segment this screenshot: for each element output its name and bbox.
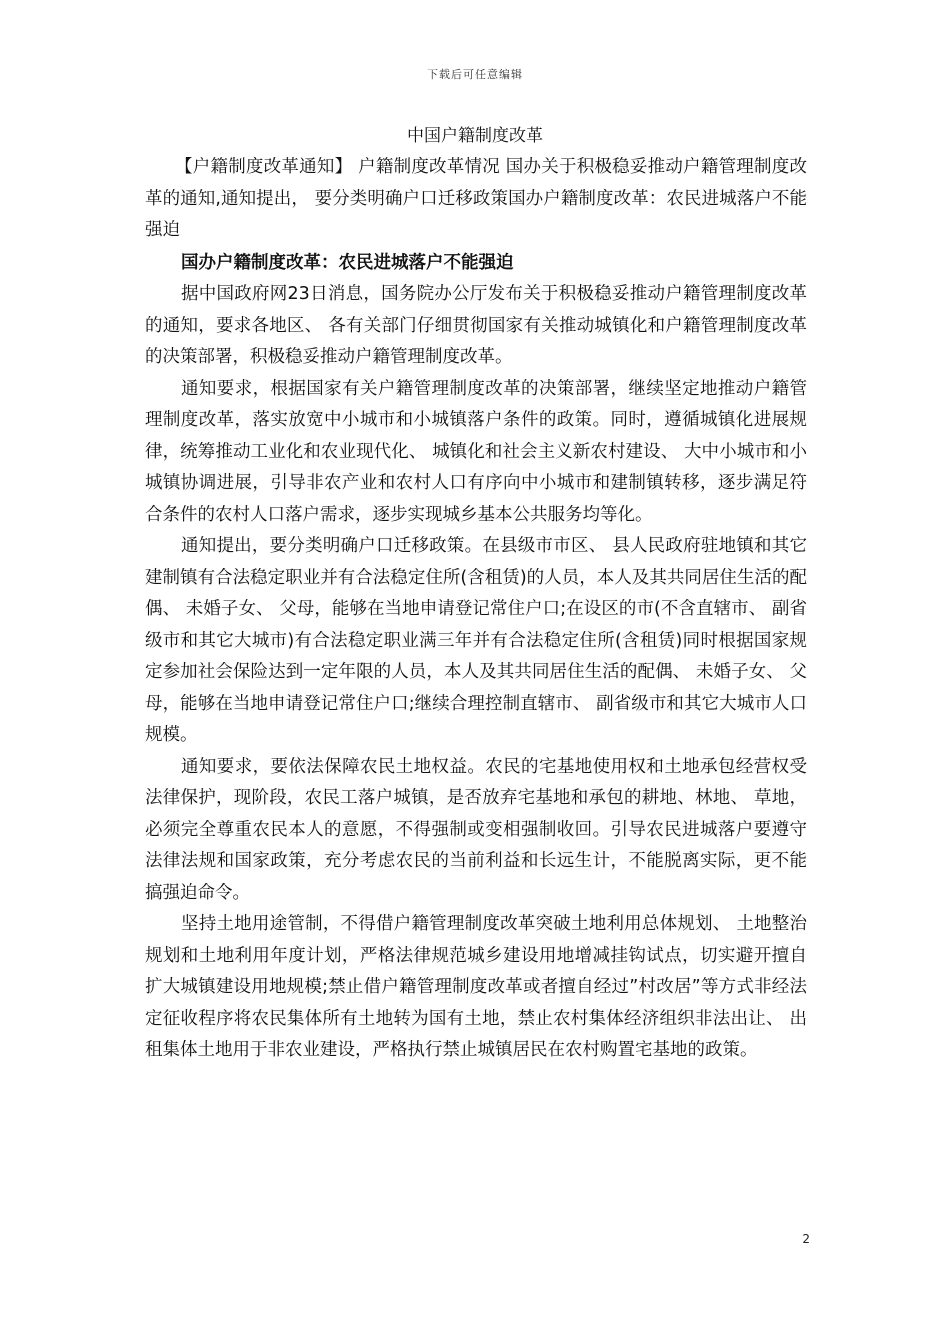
body-paragraph-4: 通知要求，要依法保障农民土地权益。农民的宅基地使用权和土地承包经营权受法律保护，现阶段，农民工落户城镇，是否放弃宅基地和承包的耕地、林地、 草地，必须完全尊重农民本人的意愿，不得强制或变相强制收回。引导农民进城落户要遵守法律法规和国家政策，充分考虑农民的当前利益和长远生计，不能脱离实际，更不能搞强迫命令。 (145, 756, 807, 903)
document-body (145, 152, 807, 1067)
body-paragraph-5: 坚持土地用途管制，不得借户籍管理制度改革突破土地利用总体规划、 土地整治规划和土地利用年度计划，严格法律规范城乡建设用地增减挂钩试点，切实避开擅自扩大城镇建设用地规模;禁止借户籍管理制度改革或者擅自经过”村改居”等方式非经法定征收程序将农民集体所有土地转为国有土地，禁止农村集体经济组织非法出让、 出租集体土地用于非农业建设，严格执行禁止城镇居民在农村购置宅基地的政策。 (145, 914, 807, 1060)
section-subheading: 国办户籍制度改革：农民进城落户不能强迫 (181, 252, 514, 273)
intro-paragraph: 【户籍制度改革通知】 户籍制度改革情况 国办关于积极稳妥推动户籍管理制度改革的通知,通知提出， 要分类明确户口迁移政策国办户籍制度改革：农民进城落户不能强迫 (145, 157, 807, 240)
page-header: 下载后可任意编辑 (427, 68, 523, 81)
body-paragraph-2: 通知要求，根据国家有关户籍管理制度改革的决策部署，继续坚定地推动户籍管理制度改革，落实放宽中小城市和小城镇落户条件的政策。同时，遵循城镇化进展规律，统筹推动工业化和农业现代化、 城镇化和社会主义新农村建设、 大中小城市和小城镇协调进展，引导非农产业和农村人口有序向中小城市和建制镇转移，逐步满足符合条件的农村人口落户需求，逐步实现城乡基本公共服务均等化。 (145, 378, 807, 525)
body-paragraph-3: 通知提出，要分类明确户口迁移政策。在县级市市区、 县人民政府驻地镇和其它建制镇有合法稳定职业并有合法稳定住所(含租赁)的人员，本人及其共同居住生活的配偶、 未婚子女、 父母，能够在当地申请登记常住户口;在设区的市(不含直辖市、 副省级市和其它大城市)有合法稳定职业满三年并有合法稳定住所(含租赁)同时根据国家规定参加社会保险达到一定年限的人员，本人及其共同居住生活的配偶、 未婚子女、 父母，能够在当地申请登记常住户口;继续合理控制直辖市、 副省级市和其它大城市人口规模。 (145, 536, 807, 745)
body-paragraph-1: 据中国政府网23日消息，国务院办公厅发布关于积极稳妥推动户籍管理制度改革的通知，要求各地区、 各有关部门仔细贯彻国家有关推动城镇化和户籍管理制度改革的决策部署，积极稳妥推动户籍管理制度改革。 (145, 284, 807, 367)
page-number: 2 (802, 1232, 810, 1246)
document-title: 中国户籍制度改革 (407, 126, 543, 146)
